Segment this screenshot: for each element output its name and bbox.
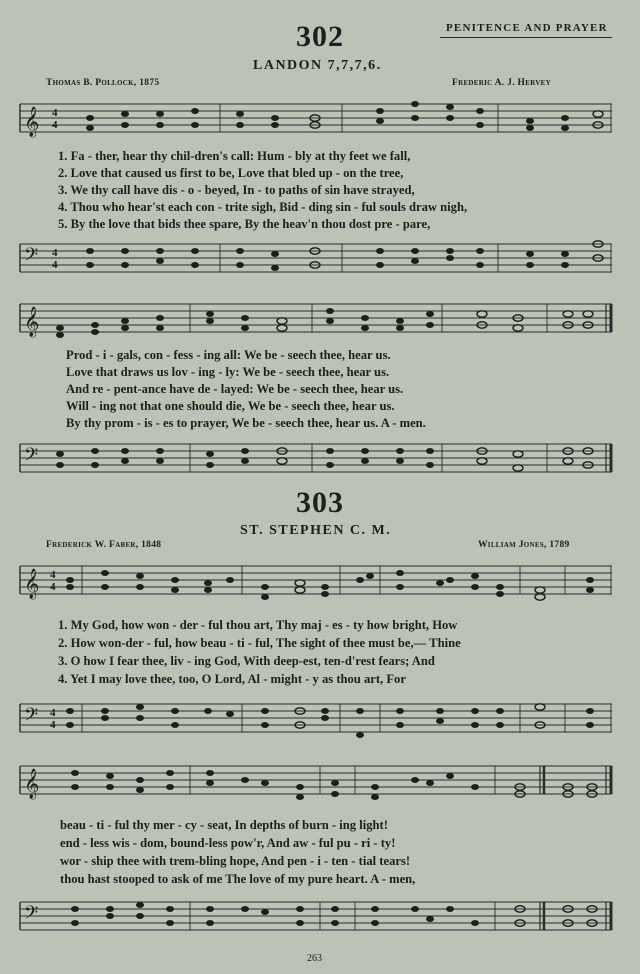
bass-staff <box>20 240 612 271</box>
treble-staff <box>20 300 612 336</box>
svg-text:𝄢: 𝄢 <box>24 444 39 469</box>
staff-lines-303-2b <box>20 898 612 946</box>
verse-303-2-line-3: wor - ship thee with trem-bling hope, And pen - i - ten - tial tears! <box>60 854 411 868</box>
svg-text:4: 4 <box>52 119 58 131</box>
author-credit-302: Thomas B. Pollock, 1875 <box>46 78 160 88</box>
author-credit-303: Frederick W. Faber, 1848 <box>46 540 162 550</box>
svg-text:𝄞: 𝄞 <box>24 307 40 336</box>
verse-302-1-line-2: 2. Love that caused us first to be, Love that bled up - on the tree, <box>58 166 404 180</box>
svg-text:4: 4 <box>50 719 56 731</box>
verse-303-1-line-2: 2. How won-der - ful, how beau - ti - ful, The sight of thee must be,— Thine <box>58 636 461 650</box>
staff-lines-303-1t <box>20 562 612 610</box>
svg-text:𝄢: 𝄢 <box>24 244 39 269</box>
section-heading: PENITENCE AND PRAYER <box>446 22 608 34</box>
staff-lines-302-2b <box>20 440 612 480</box>
heading-rule <box>440 37 612 38</box>
staff-lines-302-2t <box>20 300 612 340</box>
composer-credit-303: William Jones, 1789 <box>478 540 570 550</box>
svg-text:4: 4 <box>52 107 58 119</box>
verse-302-2-line-4: Will - ing not that one should die, We be - seech thee, hear us. <box>66 399 395 413</box>
verse-302-1-line-3: 3. We thy call have dis - o - beyed, In - to paths of sin have strayed, <box>58 183 415 197</box>
staff-lines-302-1t <box>20 100 612 140</box>
treble-staff <box>20 100 612 136</box>
verse-302-2-line-3: And re - pent-ance have de - layed: We be - seech thee, hear us. <box>66 382 404 396</box>
verse-303-2-line-2: end - less wis - dom, bound-less pow'r, And aw - ful pu - ri - ty! <box>60 836 396 850</box>
svg-text:𝄞: 𝄞 <box>24 769 40 798</box>
svg-text:4: 4 <box>52 247 58 259</box>
verse-302-2-line-2: Love that draws us lov - ing - ly: We be - seech thee, hear us. <box>66 365 390 379</box>
verse-302-1-line-4: 4. Thou who hear'st each con - trite sigh, Bid - ding sin - ful souls draw nigh, <box>58 200 468 214</box>
bass-staff <box>20 440 612 469</box>
verse-303-2-line-1: beau - ti - ful thy mer - cy - seat, In depths of burn - ing light! <box>60 818 388 832</box>
hymn-number-303: 303 <box>296 486 344 519</box>
svg-text:4: 4 <box>52 259 58 271</box>
svg-text:4: 4 <box>50 707 56 719</box>
svg-text:𝄢: 𝄢 <box>24 704 39 729</box>
tune-name-303: ST. STEPHEN C. M. <box>240 523 392 538</box>
bass-staff <box>20 700 612 731</box>
staff-lines-302-1b <box>20 240 612 280</box>
verse-302-1-line-5: 5. By the love that bids thee spare, By the heav'n thou dost pre - pare, <box>58 217 431 231</box>
hymn-number-302: 302 <box>296 20 344 53</box>
svg-text:4: 4 <box>50 569 56 581</box>
verse-303-1-line-3: 3. O how I fear thee, liv - ing God, With deep-est, ten-d'rest fears; And <box>58 654 435 668</box>
bass-staff <box>20 898 612 927</box>
tune-name-302: LANDON 7,7,7,6. <box>253 58 382 73</box>
staff-lines-303-1b <box>20 700 612 748</box>
composer-credit-302: Frederic A. J. Hervey <box>452 78 551 88</box>
verse-302-1-line-1: 1. Fa - ther, hear thy chil-dren's call: Hum - bly at thy feet we fall, <box>58 149 411 163</box>
svg-text:𝄞: 𝄞 <box>24 107 40 136</box>
verse-303-1-line-1: 1. My God, how won - der - ful thou art, Thy maj - es - ty how bright, How <box>58 618 458 632</box>
treble-staff <box>20 762 612 798</box>
verse-302-2-line-5: By thy prom - is - es to prayer, We be - seech thee, hear us. A - men. <box>66 416 426 430</box>
svg-text:𝄞: 𝄞 <box>24 569 40 598</box>
svg-text:𝄢: 𝄢 <box>24 902 39 927</box>
page-number: 263 <box>307 953 322 964</box>
svg-text:4: 4 <box>50 581 56 593</box>
verse-303-1-line-4: 4. Yet I may love thee, too, O Lord, Al - might - y as thou art, For <box>58 672 406 686</box>
staff-lines-303-2t <box>20 762 612 810</box>
treble-staff <box>20 562 612 598</box>
verse-302-2-line-1: Prod - i - gals, con - fess - ing all: We be - seech thee, hear us. <box>66 348 391 362</box>
verse-303-2-line-4: thou hast stooped to ask of me The love of my pure heart. A - men, <box>60 872 416 886</box>
